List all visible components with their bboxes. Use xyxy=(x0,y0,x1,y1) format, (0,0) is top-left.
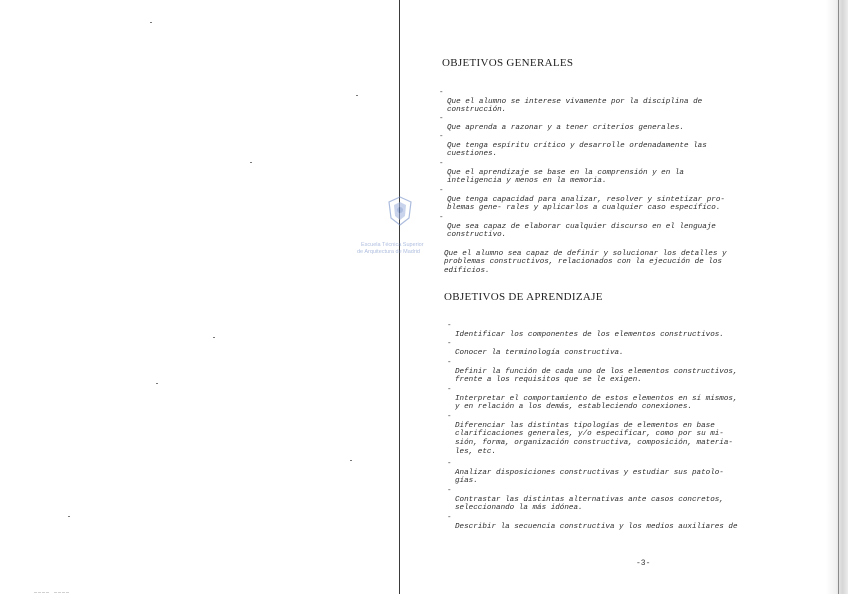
bullet-dash: - xyxy=(439,89,444,97)
footer-scan-mark: ———— ———— xyxy=(34,590,71,596)
scan-speck xyxy=(250,162,252,163)
bullet-dash: - xyxy=(447,487,452,495)
left-blank-page xyxy=(0,0,400,594)
scan-speck xyxy=(68,516,70,517)
right-page-edge xyxy=(826,0,848,594)
bullet-dash: - xyxy=(447,322,452,330)
bullet-dash: - xyxy=(447,514,452,522)
learning-objective-text: Interpretar el comportamiento de estos elementos en sí mismos, y en relación a los demás, estableciendo conexiones. xyxy=(455,394,738,412)
general-objective-item xyxy=(444,241,800,276)
general-objective-item xyxy=(439,89,799,115)
heading-general-objectives: OBJETIVOS GENERALES xyxy=(442,57,574,69)
bullet-dash: - xyxy=(447,340,452,348)
general-objective-item xyxy=(439,214,799,240)
general-objective-text: Que el alumno sea capaz de definir y solucionar los detalles y problemas constructivos, relacionados con la ejecución de los edificios. xyxy=(444,249,727,276)
learning-objective-text: Analizar disposiciones constructivas y estudiar sus patolo- gías. xyxy=(455,468,724,486)
bullet-dash: - xyxy=(439,133,444,141)
bullet-dash: - xyxy=(447,413,452,421)
learning-objective-item xyxy=(447,487,797,513)
scan-speck xyxy=(150,22,152,23)
learning-objective-item xyxy=(447,386,797,412)
learning-objective-text: Identificar los componentes de los elementos constructivos. xyxy=(455,330,724,339)
general-objective-item xyxy=(439,115,799,132)
bullet-dash: - xyxy=(439,214,444,222)
stamp-text-line1: Escuela Técnica Superior xyxy=(361,242,424,248)
learning-objective-text: Contrastar las distintas alternativas ante casos concretos, seleccionando la más idónea. xyxy=(455,495,724,513)
learning-objective-text: Diferenciar las distintas tipologías de elementos en base clarificaciones generales, y/o especificar, como por su mi- sión, forma, organización constructiva, composición, materia- les, etc. xyxy=(455,421,733,456)
learning-objective-item xyxy=(447,359,797,385)
institution-stamp-watermark xyxy=(355,196,455,266)
general-objective-text: Que aprenda a razonar y a tener criterios generales. xyxy=(447,123,684,132)
heading-learning-objectives: OBJETIVOS DE APRENDIZAJE xyxy=(444,291,603,303)
crest-icon xyxy=(387,196,413,226)
learning-objective-text: Describir la secuencia constructiva y los medios auxiliares de xyxy=(455,522,738,531)
bullet-dash: - xyxy=(439,160,444,168)
learning-objective-item xyxy=(447,322,797,339)
bullet-dash: - xyxy=(439,187,444,195)
general-objective-item xyxy=(439,133,799,159)
general-objective-text: Que el aprendizaje se base en la comprensión y en la inteligencia y menos en la memoria. xyxy=(447,168,684,186)
page-number: -3- xyxy=(636,559,651,568)
general-objective-text: Que el alumno se interese vivamente por la disciplina de construcción. xyxy=(447,97,703,115)
scan-speck xyxy=(350,460,352,461)
bullet-dash: - xyxy=(447,386,452,394)
learning-objective-item xyxy=(447,514,797,531)
general-objective-item xyxy=(439,187,799,213)
learning-objective-item xyxy=(447,413,797,457)
general-objective-text: Que tenga capacidad para analizar, resolver y sintetizar pro- blemas gene- rales y aplicarlos a cualquier caso específico. xyxy=(447,195,725,213)
learning-objective-text: Definir la función de cada uno de los elementos constructivos, frente a los requisitos que se le exigen. xyxy=(455,367,738,385)
page-fold-line xyxy=(399,0,400,594)
learning-objective-text: Conocer la terminología constructiva. xyxy=(455,348,624,357)
general-objective-text: Que tenga espíritu crítico y desarrolle ordenadamente las cuestiones. xyxy=(447,141,707,159)
stamp-text-line2: de Arquitectura de Madrid xyxy=(357,249,420,255)
scan-speck xyxy=(156,383,158,384)
general-objective-text: Que sea capaz de elaborar cualquier discurso en el lenguaje constructivo. xyxy=(447,222,716,240)
general-objective-item xyxy=(439,160,799,186)
learning-objective-item xyxy=(447,340,797,357)
bullet-dash: - xyxy=(447,359,452,367)
learning-objective-item xyxy=(447,460,797,486)
scan-speck xyxy=(356,95,358,96)
scan-speck xyxy=(213,337,215,338)
bullet-dash: - xyxy=(447,460,452,468)
bullet-dash: - xyxy=(439,115,444,123)
